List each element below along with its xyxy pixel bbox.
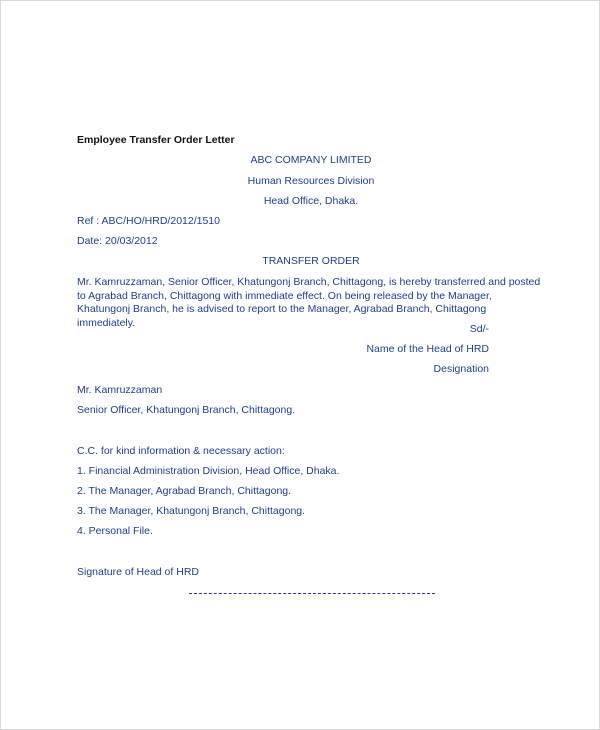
recipient-name: Mr. Kamruzzaman <box>77 384 163 396</box>
letter-date: Date: 20/03/2012 <box>77 235 158 247</box>
letter-body: Mr. Kamruzzaman, Senior Officer, Khatungonj Branch, Chittagong, is hereby transferred and posted to Agrabad Branch, Chittagong with immediate effect. On being released by the Manager, Khatungonj Branch, he is advised to report to the Manager, Agrabad Branch, Chittagong immediately. <box>77 276 541 329</box>
office-address: Head Office, Dhaka. <box>263 195 359 207</box>
signature-label: Signature of Head of HRD <box>77 566 199 578</box>
cc-item: 2. The Manager, Agrabad Branch, Chittagong. <box>77 485 292 497</box>
company-name: ABC COMPANY LIMITED <box>250 154 372 166</box>
signatory-designation: Designation <box>433 363 489 375</box>
reference-number: Ref : ABC/HO/HRD/2012/1510 <box>77 215 220 227</box>
letter-heading: Employee Transfer Order Letter <box>77 134 235 146</box>
division-name: Human Resources Division <box>247 175 375 187</box>
sd-mark: Sd/- <box>469 323 489 335</box>
recipient-position: Senior Officer, Khatungonj Branch, Chittagong. <box>77 404 296 416</box>
cc-item: 1. Financial Administration Division, Head Office, Dhaka. <box>77 465 340 477</box>
cc-heading: C.C. for kind information & necessary action: <box>77 445 285 457</box>
cc-item: 4. Personal File. <box>77 525 153 537</box>
signatory-name: Name of the Head of HRD <box>366 343 489 355</box>
cc-item: 3. The Manager, Khatungonj Branch, Chittagong. <box>77 505 306 517</box>
letter-subject: TRANSFER ORDER <box>262 255 360 267</box>
signature-line <box>189 593 435 594</box>
